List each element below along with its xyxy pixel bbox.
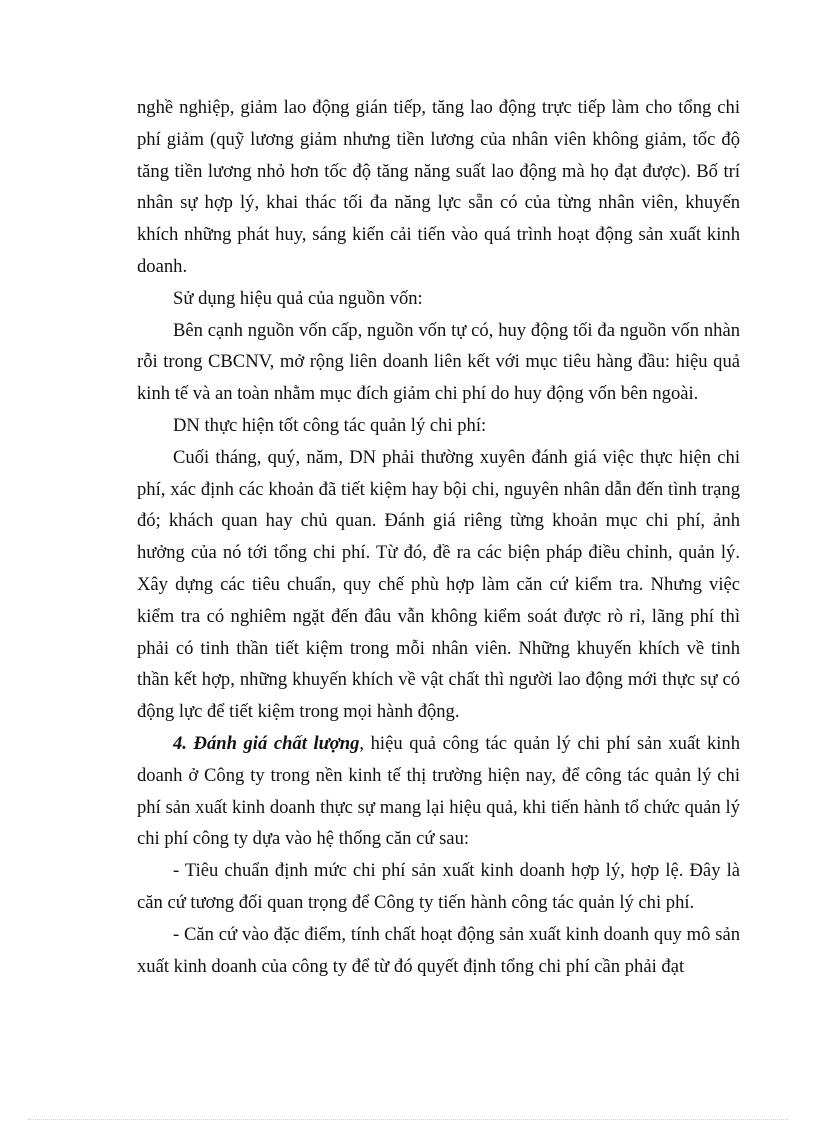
page-bottom-divider [28, 1119, 788, 1120]
paragraph-labor-cost: nghề nghiệp, giảm lao động gián tiếp, tăng lao động trực tiếp làm cho tổng chi phí giảm (quỹ lương giảm nhưng tiền lương của nhân viên không giảm, tốc độ tăng tiền lương nhỏ hơn tốc độ tăng năng suất lao động mà họ đạt được). Bố trí nhân sự hợp lý, khai thác tối đa năng lực sẵn có của từng nhân viên, khuyến khích những phát huy, sáng kiến cải tiến vào quá trình hoạt động sản xuất kinh doanh. [137, 97, 740, 277]
paragraph-cost-management-heading: DN thực hiện tốt công tác quản lý chi phí: [173, 414, 487, 436]
paragraph-quality-assessment [137, 728, 740, 855]
paragraph-business-characteristics: - Căn cứ vào đặc điểm, tính chất hoạt động sản xuất kinh doanh quy mô sản xuất kinh doanh của công ty để từ đó quyết định tổng chi phí cần phải đạt [137, 923, 740, 977]
paragraph-capital-sources: Bên cạnh nguồn vốn cấp, nguồn vốn tự có, huy động tối đa nguồn vốn nhàn rỗi trong CBCNV, mở rộng liên doanh liên kết với mục tiêu hàng đầu: hiệu quả kinh tế và an toàn nhằm mục đích giảm chi phí do huy động vốn bên ngoài. [137, 319, 740, 405]
paragraph-capital-heading: Sử dụng hiệu quả của nguồn vốn: [173, 287, 423, 309]
section-heading-quality: 4. Đánh giá chất lượng [173, 732, 360, 754]
paragraph-cost-norms: - Tiêu chuẩn định mức chi phí sản xuất kinh doanh hợp lý, hợp lệ. Đây là căn cứ tương đối quan trọng để Công ty tiến hành công tác quản lý chi phí. [137, 860, 740, 913]
document-body [137, 92, 740, 982]
section-heading-continuation: , hiệu quả công tác quản lý chi phí sản xuất kinh doanh ở Công ty trong nền kinh tế thị trường hiện nay, để công tác quản lý chi phí sản xuất kinh doanh thực sự mang lại hiệu quả, khi tiến hành tổ chức quản lý chi phí công ty dựa vào hệ thống căn cứ sau: [137, 732, 740, 850]
paragraph-cost-evaluation: Cuối tháng, quý, năm, DN phải thường xuyên đánh giá việc thực hiện chi phí, xác định các khoản đã tiết kiệm hay bội chi, nguyên nhân dẫn đến tình trạng đó; khách quan hay chủ quan. Đánh giá riêng từng khoản mục chi phí, ảnh hưởng của nó tới tổng chi phí. Từ đó, đề ra các biện pháp điều chỉnh, quản lý. Xây dựng các tiêu chuẩn, quy chế phù hợp làm căn cứ kiểm tra. Nhưng việc kiểm tra có nghiêm ngặt đến đâu vẫn không kiểm soát được rò rỉ, lãng phí thì phải có tinh thần tiết kiệm trong mỗi nhân viên. Những khuyến khích về tinh thần kết hợp, những khuyến khích về vật chất thì người lao động mới thực sự có động lực để tiết kiệm trong mọi hành động. [137, 446, 740, 723]
